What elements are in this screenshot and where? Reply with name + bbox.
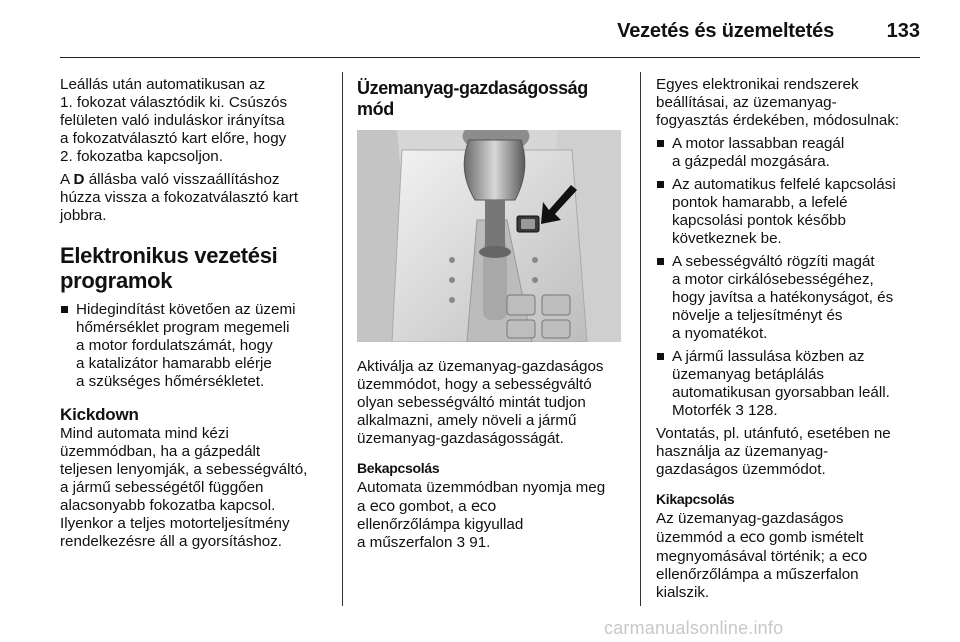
text-line: Hidegindítást követően az üzemi [76, 301, 296, 318]
text-line: teljesen lenyomják, a sebességváltó, [60, 461, 308, 478]
heading-line: mód [357, 99, 394, 119]
watermark: carmanualsonline.info [604, 618, 784, 638]
text-fragment: gomb ismételt [764, 529, 864, 546]
intro-paragraph [656, 76, 924, 130]
eco-symbol: eco [841, 547, 867, 565]
text-line: Ilyenkor a teljes motorteljesítmény [60, 515, 290, 532]
text-line: Leállás után automatikusan az [60, 76, 266, 93]
text-fragment: a műszerfalon [357, 534, 457, 551]
text-line: hogy javítsa a hatékonyságot, és [672, 289, 894, 306]
bullet-item [656, 253, 924, 343]
text-line [656, 528, 924, 547]
text-fragment: állásba való visszaállításhoz [84, 171, 280, 188]
text-line: Automata üzemmódban nyomja meg [357, 479, 606, 496]
text-line: következnek be. [672, 230, 782, 247]
kickdown-paragraph [60, 425, 328, 551]
column-middle [357, 76, 625, 557]
text-line: Mind automata mind kézi [60, 425, 229, 442]
activate-paragraph [357, 358, 625, 448]
text-line: Vontatás, pl. utánfutó, esetében ne [656, 425, 891, 442]
text-line: húzza vissza a fokozatválasztó kart [60, 189, 299, 206]
text-line [672, 402, 924, 420]
section-title: Vezetés és üzemeltetés [617, 20, 834, 42]
text-line: a katalizátor hamarabb elérje [76, 355, 272, 372]
text-line: Egyes elektronikai rendszerek [656, 76, 859, 93]
heading-line: Üzemanyag-gazdaságosság [357, 78, 588, 98]
text-line: 1. fokozat választódik ki. Csúszós [60, 94, 288, 111]
column-right [656, 76, 924, 607]
text-line: Az üzemanyag-gazdaságos [656, 510, 844, 527]
text-line [60, 171, 328, 189]
text-line: alacsonyabb fokozatba kapcsol. [60, 497, 276, 514]
text-line: A motor lassabban reagál [672, 135, 845, 152]
text-line: A sebességváltó rögzíti magát [672, 253, 875, 270]
text-line: kapcsolási pontok később [672, 212, 846, 229]
text-line: rendelkezésre áll a gyorsításhoz. [60, 533, 283, 550]
heading-line: Elektronikus vezetési [60, 243, 278, 268]
text-fragment: Motorfék [672, 402, 736, 419]
text-line: a fokozatválasztó kart előre, hogy [60, 130, 287, 147]
text-line [357, 534, 625, 552]
text-line: Az automatikus felfelé kapcsolási [672, 176, 896, 193]
text-line: használja az üzemanyag- [656, 443, 829, 460]
towing-paragraph [656, 425, 924, 479]
page-ref-symbol: 3 [456, 534, 466, 551]
gear-selector-photo [357, 130, 621, 342]
subsection-heading: Bekapcsolás [357, 460, 440, 476]
column-divider [342, 72, 343, 606]
page-header [60, 0, 920, 58]
text-line: üzemanyag-gazdaságosságát. [357, 430, 564, 447]
eco-symbol: eco [369, 497, 395, 515]
text-fragment: megnyomásával történik; a [656, 548, 842, 565]
text-line: a motor cirkálósebességéhez, [672, 271, 874, 288]
text-line: kialszik. [656, 584, 710, 601]
text-line: gazdaságos üzemmódot. [656, 461, 826, 478]
text-line: a szükséges hőmérsékletet. [76, 373, 265, 390]
text-line: beállításai, az üzemanyag- [656, 94, 837, 111]
heading-line: programok [60, 268, 173, 293]
text-line: üzemmódot, hogy a sebességváltó [357, 376, 592, 393]
page-ref-number: 91. [465, 534, 491, 551]
subsection-heading: Kikapcsolás [656, 491, 735, 507]
text-line: ellenőrzőlámpa a műszerfalon [656, 566, 859, 583]
text-line: jobbra. [60, 207, 107, 224]
text-fragment: üzemmód a [656, 529, 740, 546]
text-line: a nyomatékot. [672, 325, 768, 342]
page-ref-symbol: 3 [735, 402, 744, 419]
d-position-paragraph [60, 171, 328, 225]
bullet-item [656, 176, 924, 248]
text-line [656, 547, 924, 566]
text-line: üzemanyag betáplálás [672, 366, 824, 383]
gear-letter: D [73, 171, 85, 188]
page-ref-number: 128. [743, 402, 778, 419]
text-line: hőmérséklet program megemeli [76, 319, 290, 336]
text-line: pontok hamarabb, a lefelé [672, 194, 848, 211]
text-line: a motor fordulatszámát, hogy [76, 337, 273, 354]
bullet-item [656, 135, 924, 171]
eco-symbol: eco [470, 497, 496, 515]
text-line: a jármű sebességétől függően [60, 479, 264, 496]
text-fragment: a [357, 498, 370, 515]
text-line: alkalmazni, amely növeli a jármű [357, 412, 577, 429]
page-number: 133 [886, 20, 920, 42]
switch-off-paragraph [656, 510, 924, 602]
column-left [60, 76, 328, 556]
text-line [357, 497, 625, 516]
section-heading [60, 243, 328, 293]
text-line: növelje a teljesítményt és [672, 307, 843, 324]
text-fragment: A [60, 171, 74, 188]
text-line: üzemmódban, ha a gázpedált [60, 443, 261, 460]
text-line: olyan sebességváltó mintát tudjon [357, 394, 586, 411]
eco-symbol: eco [739, 528, 765, 546]
text-line: a gázpedál mozgására. [672, 153, 830, 170]
text-line: Aktiválja az üzemanyag-gazdaságos [357, 358, 604, 375]
text-line: fogyasztás érdekében, módosulnak: [656, 112, 900, 129]
bullet-item [60, 301, 328, 391]
text-fragment: gombot, a [394, 498, 471, 515]
column-divider [640, 72, 641, 606]
gear-selector-illustration [357, 130, 621, 342]
switch-on-paragraph [357, 479, 625, 552]
bullet-item [656, 348, 924, 420]
text-line: ellenőrzőlámpa kigyullad [357, 516, 524, 533]
text-line: felületen való induláskor irányítsa [60, 112, 285, 129]
section-heading [357, 78, 625, 120]
subsection-heading: Kickdown [60, 405, 139, 424]
text-line: automatikusan gyorsabban leáll. [672, 384, 890, 401]
intro-paragraph [60, 76, 328, 166]
text-line: A jármű lassulása közben az [672, 348, 865, 365]
text-line: 2. fokozatba kapcsoljon. [60, 148, 223, 165]
